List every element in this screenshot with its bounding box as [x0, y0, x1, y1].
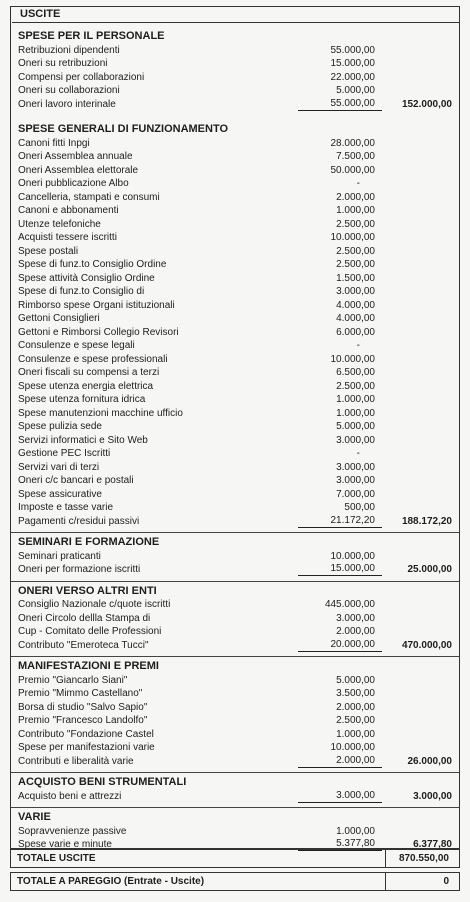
row-amount: 2.500,00: [336, 259, 375, 270]
row-amount: 2.500,00: [336, 380, 375, 392]
row-label: Spese utenza fornitura idrica: [18, 394, 146, 405]
row-amount: 50.000,00: [330, 164, 375, 176]
budget-row: [0, 474, 470, 487]
row-label: Premio "Mimmo Castellano": [18, 688, 143, 699]
row-amount: 7.500,00: [336, 151, 375, 162]
row-amount: 4.000,00: [336, 313, 375, 324]
row-amount: 6.000,00: [336, 326, 375, 338]
budget-row: [0, 285, 470, 298]
budget-row: [0, 741, 470, 754]
row-amount: 55.000,00: [330, 44, 375, 56]
totale-pareggio-row: [10, 872, 460, 891]
budget-row: [0, 714, 470, 727]
row-label: Servizi vari di terzi: [18, 461, 100, 473]
budget-row: [0, 218, 470, 231]
row-label: Premio "Francesco Landolfo": [18, 715, 148, 726]
section-total: 188.172,20: [401, 515, 452, 527]
totale-pareggio-value: 0: [443, 876, 449, 887]
budget-row: [0, 461, 470, 474]
budget-row: [0, 598, 470, 611]
row-label: Consulenze e spese legali: [18, 340, 135, 351]
totale-uscite-row: [10, 849, 460, 868]
row-label: Acquisto beni e attrezzi: [18, 790, 122, 802]
budget-row: [0, 191, 470, 204]
row-label: Canoni fitti Inpgi: [18, 137, 90, 149]
budget-row: [0, 98, 470, 111]
row-label: Oneri Assemblea annuale: [18, 151, 133, 162]
row-label: Oneri fiscali su compensi a terzi: [18, 367, 160, 378]
row-amount: 500,00: [344, 502, 375, 513]
row-label: Sopravvenienze passive: [18, 825, 127, 837]
row-amount: 10.000,00: [330, 742, 375, 753]
section-total: 6.377,80: [413, 839, 452, 850]
budget-row: [0, 231, 470, 244]
row-amount: 1.000,00: [336, 407, 375, 419]
budget-row: [0, 366, 470, 379]
section-total: 152.000,00: [401, 98, 452, 110]
row-label: Spese pulizia sede: [18, 421, 102, 432]
row-label: Oneri lavoro interinale: [18, 98, 116, 110]
budget-row: [0, 825, 470, 838]
totale-uscite-value: 870.550,00: [398, 853, 449, 864]
row-amount: 2.000,00: [336, 701, 375, 713]
budget-row: [0, 339, 470, 352]
budget-row: [0, 501, 470, 514]
row-label: Consiglio Nazionale c/quote iscritti: [18, 599, 171, 610]
budget-row: [0, 488, 470, 501]
section-heading: MANIFESTAZIONI E PREMI: [18, 660, 159, 672]
row-amount: 2.000,00: [336, 191, 375, 203]
row-label: Seminari praticanti: [18, 550, 101, 562]
row-label: Borsa di studio "Salvo Sapio": [18, 701, 148, 713]
row-amount: 3.000,00: [336, 434, 375, 446]
budget-row: [0, 137, 470, 150]
section-total: 26.000,00: [407, 755, 452, 767]
totale-pareggio-label: TOTALE A PAREGGIO (Entrate - Uscite): [17, 876, 205, 887]
row-amount: 5.377,80: [298, 838, 382, 851]
budget-row: [0, 674, 470, 687]
row-label: Servizi informatici e Sito Web: [18, 434, 148, 446]
budget-row: [0, 326, 470, 339]
budget-row: [0, 639, 470, 652]
row-label: Spese manutenzioni macchine ufficio: [18, 407, 183, 419]
column-divider: [385, 850, 386, 867]
row-label: Spese di funz.to Consiglio Ordine: [18, 259, 167, 270]
section-heading: SPESE GENERALI DI FUNZIONAMENTO: [18, 123, 229, 135]
budget-row: [0, 420, 470, 433]
row-amount: 7.000,00: [336, 488, 375, 500]
budget-row: [0, 612, 470, 625]
row-label: Premio "Giancarlo Siani": [18, 674, 128, 686]
row-amount: 2.500,00: [336, 218, 375, 230]
budget-row: [0, 299, 470, 312]
row-amount: 20.000,00: [298, 639, 382, 652]
row-label: Spese di funz.to Consiglio di: [18, 286, 145, 297]
row-label: Gettoni e Rimborsi Collegio Revisori: [18, 326, 179, 338]
budget-row: [0, 177, 470, 190]
row-label: Contributo "Emeroteca Tucci": [18, 639, 149, 651]
row-label: Spese postali: [18, 245, 79, 257]
budget-row: [0, 71, 470, 84]
budget-row: [0, 245, 470, 258]
row-amount: 1.500,00: [336, 272, 375, 284]
section-total: 3.000,00: [413, 790, 452, 802]
section-heading: VARIE: [18, 811, 51, 823]
budget-row: [0, 563, 470, 576]
section-heading: SEMINARI E FORMAZIONE: [18, 536, 160, 548]
budget-row: [0, 312, 470, 325]
row-amount: 15.000,00: [330, 58, 375, 69]
section-total: 470.000,00: [401, 639, 452, 651]
budget-row: [0, 407, 470, 420]
row-label: Contributi e liberalità varie: [18, 755, 134, 767]
budget-row: [0, 353, 470, 366]
row-label: Spese per manifestazioni varie: [18, 742, 155, 753]
row-amount: 10.000,00: [330, 232, 375, 243]
row-label: Retribuzioni dipendenti: [18, 44, 120, 56]
row-amount: -: [356, 340, 360, 351]
budget-row: [0, 755, 470, 768]
row-amount: 10.000,00: [330, 353, 375, 365]
page-title: USCITE: [12, 6, 460, 23]
row-amount: 10.000,00: [330, 550, 375, 562]
row-amount: 2.500,00: [336, 715, 375, 726]
row-label: Spese varie e minute: [18, 839, 112, 850]
section-separator: [11, 532, 459, 533]
row-amount: 1.000,00: [336, 394, 375, 405]
row-label: Imposte e tasse varie: [18, 502, 114, 513]
section-separator: [11, 581, 459, 582]
section-total: 25.000,00: [407, 564, 452, 575]
row-label: Oneri c/c bancari e postali: [18, 475, 134, 486]
row-label: Pagamenti c/residui passivi: [18, 515, 140, 527]
totale-uscite-label: TOTALE USCITE: [17, 853, 96, 864]
section-separator: [11, 772, 459, 773]
row-label: Oneri per formazione iscritti: [18, 564, 141, 575]
row-label: Rimborso spese Organi istituzionali: [18, 299, 175, 311]
row-amount: -: [356, 448, 360, 459]
row-amount: 3.000,00: [336, 286, 375, 297]
section-heading: SPESE PER IL PERSONALE: [18, 30, 165, 42]
budget-row: [0, 258, 470, 271]
budget-row: [0, 515, 470, 528]
row-amount: 1.000,00: [336, 205, 375, 216]
budget-row: [0, 728, 470, 741]
row-amount: 3.000,00: [298, 790, 382, 803]
budget-row: [0, 687, 470, 700]
budget-row: [0, 150, 470, 163]
row-amount: 2.000,00: [336, 626, 375, 637]
budget-row: [0, 44, 470, 57]
row-label: Canoni e abbonamenti: [18, 205, 119, 216]
budget-row: [0, 434, 470, 447]
section-heading: ONERI VERSO ALTRI ENTI: [18, 584, 157, 597]
row-amount: 55.000,00: [298, 98, 382, 111]
row-label: Oneri Assemblea elettorale: [18, 164, 139, 176]
row-amount: -: [356, 178, 360, 189]
row-label: Acquisti tessere iscritti: [18, 232, 117, 243]
row-label: Consulenze e spese professionali: [18, 353, 168, 365]
budget-row: [0, 380, 470, 393]
row-amount: 6.500,00: [336, 367, 375, 378]
section-separator: [11, 807, 459, 808]
budget-row: [0, 57, 470, 70]
row-label: Contributo "Fondazione Castel: [18, 728, 154, 740]
budget-row: [0, 204, 470, 217]
budget-row: [0, 447, 470, 460]
row-label: Gettoni Consiglieri: [18, 313, 100, 324]
row-amount: 5.000,00: [336, 674, 375, 686]
row-amount: 1.000,00: [336, 728, 375, 740]
budget-row: [0, 701, 470, 714]
row-amount: 2.500,00: [336, 245, 375, 257]
row-amount: 15.000,00: [298, 563, 382, 576]
budget-row: [0, 393, 470, 406]
row-amount: 22.000,00: [330, 71, 375, 83]
row-amount: 445.000,00: [324, 599, 375, 610]
row-label: Spese attività Consiglio Ordine: [18, 272, 155, 284]
budget-row: [0, 625, 470, 638]
row-label: Oneri Circolo dellla Stampa di: [18, 612, 151, 624]
row-amount: 3.500,00: [336, 688, 375, 699]
row-label: Oneri pubblicazione Albo: [18, 178, 129, 189]
row-amount: 3.000,00: [336, 475, 375, 486]
section-separator: [11, 656, 459, 657]
row-label: Oneri su collaborazioni: [18, 85, 120, 96]
row-amount: 3.000,00: [336, 461, 375, 473]
budget-row: [0, 164, 470, 177]
row-label: Gestione PEC Iscritti: [18, 448, 111, 459]
row-amount: 5.000,00: [336, 421, 375, 432]
section-heading: ACQUISTO BENI STRUMENTALI: [18, 776, 187, 788]
budget-row: [0, 550, 470, 563]
row-label: Cancelleria, stampati e consumi: [18, 191, 160, 203]
row-label: Cup - Comitato delle Professioni: [18, 626, 162, 637]
budget-row: [0, 790, 470, 803]
row-label: Utenze telefoniche: [18, 218, 101, 230]
row-label: Spese utenza energia elettrica: [18, 380, 154, 392]
row-amount: 3.000,00: [336, 612, 375, 624]
row-amount: 21.172,20: [298, 515, 382, 528]
budget-row: [0, 272, 470, 285]
row-label: Compensi per collaborazioni: [18, 71, 145, 83]
column-divider: [385, 873, 386, 890]
row-label: Oneri su retribuzioni: [18, 58, 108, 69]
row-amount: 28.000,00: [330, 137, 375, 149]
row-amount: 2.000,00: [298, 755, 382, 768]
row-amount: 1.000,00: [336, 825, 375, 837]
budget-row: [0, 84, 470, 97]
row-label: Spese assicurative: [18, 488, 102, 500]
row-amount: 4.000,00: [336, 299, 375, 311]
row-amount: 5.000,00: [336, 85, 375, 96]
